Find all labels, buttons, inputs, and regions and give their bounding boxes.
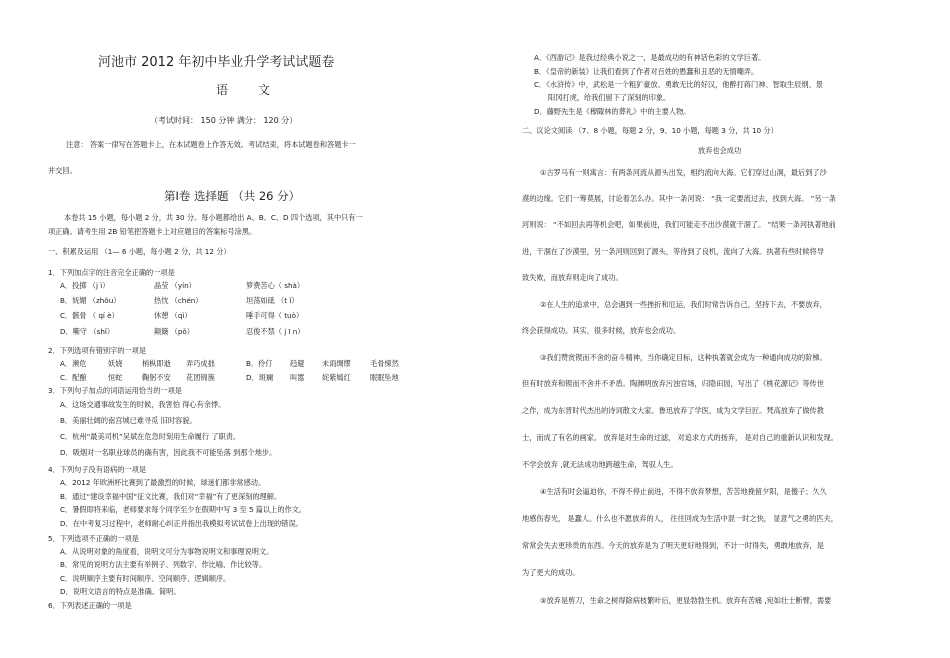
q2-c-2: 恒蛇: [108, 373, 123, 382]
q2-d-1: D．斑斓: [246, 373, 274, 382]
q6-option-a: A．《西游记》是我过经典小说之一，是最成功的有神话色彩的文学巨著。: [534, 53, 766, 62]
q6-option-b: B．《皇帝的新装》让我们看到了作者对百姓的愚蠢和丑恶的无情嘲弄。: [534, 67, 759, 76]
question-1: 1．下列加点字的注音完全正确的一项是: [48, 268, 175, 277]
q3-option-d: D．吸烟对一名职业球员的确有害，因此我不可能坠落 到那个地步。: [60, 448, 277, 457]
q2-d-4: 眠眠坠地: [370, 373, 399, 382]
q2-a-1: A．濒危: [60, 359, 87, 368]
para1-line5: 致失败，而放弃则走向了成功。: [522, 273, 623, 282]
section-title: 第Ⅰ卷 选择题 （共 26 分）: [164, 189, 301, 203]
q2-a-4: 弄巧成拙: [186, 359, 215, 368]
para3-line2: 但有时放弃和锲而不舍并不矛盾。陶渊明放弃污浊官场，归隐田园，写出了《桃花源记》等传世: [522, 379, 824, 388]
para3-line4: 士，而成了有名的画家。 放弃是对生命的过滤， 对追求方式的扬弃， 是对自己的重新认识和发现。: [522, 433, 838, 442]
q1-option-c: C．骸骨 （ qí è）: [60, 311, 119, 320]
para3-line5: 不学会放弃 ,就无法成功地跨越生命，驾驭人生。: [522, 460, 678, 469]
q1-option-c-2: 休憩 （qì）: [154, 311, 192, 320]
q2-d-2: 叫嚣: [290, 373, 305, 382]
q6-option-c-line-1: C．《水浒传》中，武松是一个粗犷豪放、勇敢无比的好汉，他醉打蒋门神、智取生辰纲、景: [534, 80, 823, 89]
q2-b-3: 未雨绸缪: [322, 359, 351, 368]
para2-line2: 终会获得成功。其实，很多时候，放弃也会成功。: [522, 326, 681, 335]
q1-option-d-2: 颠簸 （pǒ）: [154, 327, 194, 336]
question-6: 6．下列表述正确的一项是: [48, 601, 132, 610]
q1-option-d-3: 忍俊不禁（ j ī n）: [246, 327, 305, 336]
para5-line1: ⑤放弃是剪刀，生命之树得除病枝繁叶后，更显勃勃生机。放弃有苦痛 ,宛如壮士断臂，需要: [540, 596, 832, 605]
q2-b-4: 毛骨悚然: [370, 359, 399, 368]
q1-option-a: A．投掷 （j ì）: [60, 281, 110, 290]
question-2: 2．下列选项有错别字的一项是: [48, 346, 147, 355]
q5-option-c: C．说明顺序主要有时间顺序、空间顺序、逻辑顺序。: [60, 574, 231, 583]
q2-a-2: 妖娆: [108, 359, 123, 368]
exam-title: 河池市 2012 年初中毕业升学考试试题卷: [98, 55, 335, 70]
para1-line4: 进，干涸在了沙漠里，另一条河则回到了源头，等待到了良机，流向了大海。执著有些时候将导: [522, 247, 824, 256]
q2-b-2: 趋避: [290, 359, 305, 368]
para1-line3: 河则说： “不如回去再等机会吧，如果前进，我们可能走不出沙漠就干涸了。 ”结果一条河执著地前: [522, 220, 836, 229]
q1-option-c-3: 唾手可得（ tuò）: [246, 311, 304, 320]
q2-c-3: 鞠躬不安: [142, 373, 171, 382]
q4-option-c: C．暑假即将来临，老师要求每个同学至少在假期中写 3 至 5 篇以上的作文。: [60, 505, 307, 514]
para2-line1: ②在人生的追求中，总会遇到一些挫折和厄运，我们时常告诉自己，坚持下去，不要放弃，: [540, 300, 827, 309]
para1-line1: ①古罗马有一则寓言：有两条河流从源头出发，相约流向大海。它们穿过山洞，最后到了沙: [540, 168, 827, 177]
q1-option-b-3: 坦荡如砥 （t ǐ）: [246, 296, 299, 305]
q1-option-d: D．嘶守 （shǐ）: [60, 327, 115, 336]
q1-option-a-3: 箩费苦心（ shà）: [246, 281, 305, 290]
q5-option-a: A．从说明对象的角度看，说明文可分为事物说明文和事理说明文。: [60, 547, 274, 556]
q1-option-b-2: 热忱 （chén）: [154, 296, 203, 305]
q2-c-4: 花团锦簇: [186, 373, 215, 382]
intro-line-2: 项正确。请考生用 2B 铅笔把答题卡上对应题目的答案标号涂黑。: [48, 227, 257, 236]
question-3: 3．下列句子加点的词语运用恰当的一项是: [48, 386, 182, 395]
para3-line1: ③我们赞赏锲而不舍的奋斗精神，当你确定目标，这种执著就会成为一种通向成功的阶梯。: [540, 353, 827, 362]
subject-title: 语 文: [216, 83, 273, 97]
intro-line-1: 本卷共 15 小题，每小题 2 分，共 30 分。每小题都给出 A、B、C、D 四个选项，其中只有一: [64, 213, 363, 222]
q2-a-3: 梢枞即逝: [142, 359, 171, 368]
q4-option-d: D．在中考复习过程中，老师耐心纠正并指出我模拟考试试卷上出现的错误。: [60, 519, 303, 528]
para4-line1: ④生活有时会逼迫你，不得不停止前进，不得不放弃梦想，苦苦地挽留夕阳，是傻子；久久: [540, 487, 827, 496]
part2-heading: 二、议论文阅读 （7、8 小题，每题 2 分，9、10 小题，每题 3 分，共 10 分）: [522, 126, 778, 135]
para4-line3: 常常会失去更珍贵的东西。今天的放弃是为了明天更好地得到，不计一时得失，勇敢地放弃，是: [522, 541, 824, 550]
q2-b-1: B．伶仃: [246, 359, 273, 368]
exam-info: （考试时间： 150 分钟 满分： 120 分）: [150, 116, 298, 125]
q5-option-d: D．说明文语言的特点是准确、简明。: [60, 587, 181, 596]
notice-line-2: 并交回。: [48, 166, 77, 175]
q4-option-b: B．通过“建设幸福中国”征文比赛，我们对“幸福”有了更深刻的理解。: [60, 492, 282, 501]
essay-title: 放弃也会成功: [698, 146, 742, 155]
q2-d-3: 姹紫嫣红: [322, 373, 351, 382]
q5-option-b: B．常见的说明方法主要有举例子、列数字、作比喻、作比较等。: [60, 560, 267, 569]
para4-line2: 地感伤春光， 是蠢人。什么也不愿放弃的人， 往往回成为生活中混一时之快， 显意气之勇的匹夫，: [522, 514, 838, 523]
question-5: 5．下列选项不正确的一项是: [48, 534, 139, 543]
para1-line2: 漠的边缘。它们一筹莫展，讨论着怎么办。其中一条河说： “我一定要流过去，找到大海。 ”另一条: [522, 194, 836, 203]
question-4: 4．下列句子没有语病的一项是: [48, 465, 147, 474]
para3-line3: 之作，成为东晋时代杰出的诗词散文大家。鲁迅放弃了学医，成为文学巨匠。梵高放弃了做传教: [522, 406, 824, 415]
q4-option-a: A．2012 年欧洲杯比赛到了最激烈的时候，球迷们都非常感动。: [60, 478, 266, 487]
q1-option-a-2: 晶莹 （yín）: [154, 281, 196, 290]
q6-option-d: D．藤野先生是《穆陬林的葬礼》中的主要人物。: [534, 107, 691, 116]
part1-heading: 一、积累及运用 （1— 6 小题，每小题 2 分，共 12 分）: [48, 247, 231, 256]
q1-option-b: B．妩媚 （zhǒu）: [60, 296, 121, 305]
q3-option-a: A．这场交通事故发生的时候，我害怕 得心有余悸。: [60, 400, 226, 409]
q3-option-c: C．杭州“最美司机”吴斌在危急时刻用生命履行 了职责。: [60, 432, 241, 441]
notice-line-1: 注意： 答案一律写在答题卡上，在本试题卷上作答无效。考试结束，将本试题卷和答题卡一: [66, 140, 356, 149]
q2-c-1: C．配酿: [60, 373, 87, 382]
q6-option-c-line-2: 阳冈打虎，给我们留下了深刻的印象。: [548, 93, 671, 102]
q3-option-b: B．美丽壮阔的南宫城已难寻觅 旧时容貌。: [60, 416, 197, 425]
para4-line4: 为了更大的成功。: [522, 568, 580, 577]
